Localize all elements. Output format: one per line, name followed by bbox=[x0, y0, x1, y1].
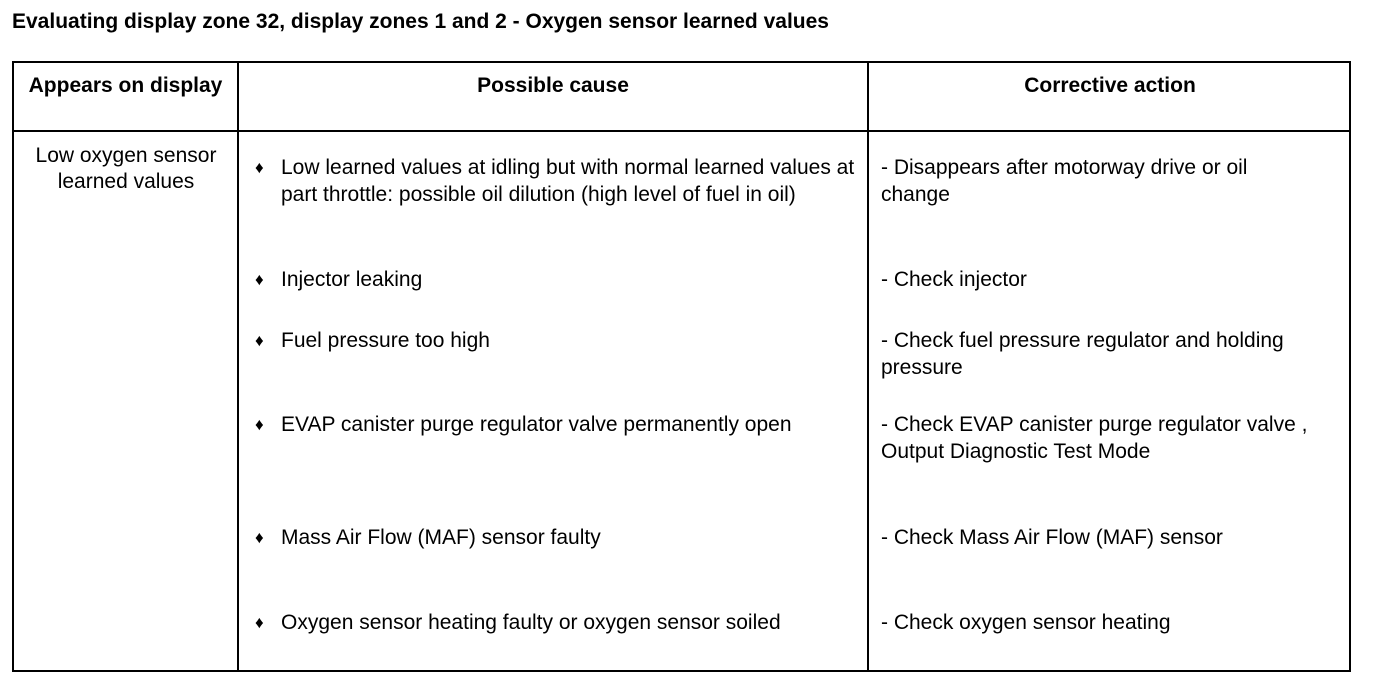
cause-text: Oxygen sensor heating faulty or oxygen sensor soiled bbox=[281, 611, 781, 634]
header-possible-cause: Possible cause bbox=[477, 74, 629, 97]
column-divider bbox=[867, 63, 869, 670]
diamond-bullet-icon: ♦ bbox=[255, 613, 264, 632]
cause-item bbox=[255, 327, 855, 354]
corrective-action-text: - Check oxygen sensor heating bbox=[881, 611, 1171, 634]
cause-item bbox=[255, 411, 855, 438]
cause-item bbox=[255, 154, 855, 208]
header-divider bbox=[14, 130, 1349, 132]
corrective-action-text: - Check injector bbox=[881, 268, 1027, 291]
cause-text: EVAP canister purge regulator valve permanently open bbox=[281, 413, 792, 436]
cause-item bbox=[255, 266, 855, 293]
cause-text: Fuel pressure too high bbox=[281, 329, 490, 352]
corrective-action-text: - Check EVAP canister purge regulator valve , Output Diagnostic Test Mode bbox=[881, 413, 1308, 463]
diamond-bullet-icon: ♦ bbox=[255, 331, 264, 350]
diamond-bullet-icon: ♦ bbox=[255, 270, 264, 289]
header-appears-on-display: Appears on display bbox=[28, 74, 223, 97]
corrective-action-text: - Check fuel pressure regulator and holding pressure bbox=[881, 329, 1284, 379]
page-title: Evaluating display zone 32, display zones 1 and 2 - Oxygen sensor learned values bbox=[12, 10, 829, 33]
cause-text: Low learned values at idling but with normal learned values at part throttle: possible oil dilution (high level of fuel in oil) bbox=[281, 156, 855, 206]
corrective-action-text: - Disappears after motorway drive or oil change bbox=[881, 156, 1248, 206]
diamond-bullet-icon: ♦ bbox=[255, 415, 264, 434]
diamond-bullet-icon: ♦ bbox=[255, 158, 264, 177]
cause-item bbox=[255, 609, 855, 636]
appears-on-display-value: Low oxygen sensor learned values bbox=[35, 144, 217, 193]
cause-text: Mass Air Flow (MAF) sensor faulty bbox=[281, 526, 601, 549]
corrective-action-text: - Check Mass Air Flow (MAF) sensor bbox=[881, 526, 1223, 549]
diamond-bullet-icon: ♦ bbox=[255, 528, 264, 547]
cause-text: Injector leaking bbox=[281, 268, 423, 291]
header-corrective-action: Corrective action bbox=[1024, 74, 1196, 97]
cause-item bbox=[255, 524, 855, 551]
diagnostic-table bbox=[12, 61, 1351, 672]
